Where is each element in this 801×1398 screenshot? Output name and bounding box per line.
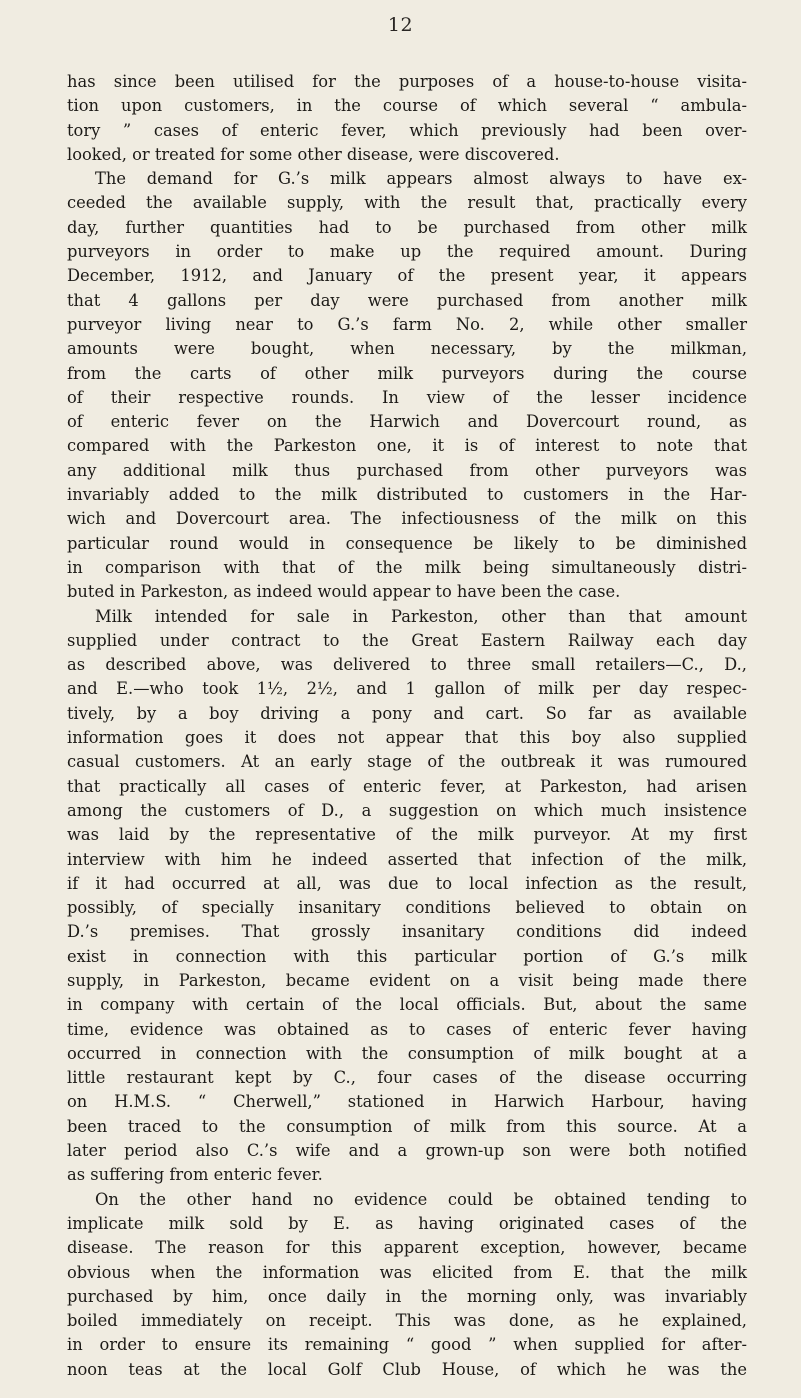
text-line: amounts were bought, when necessary, by the milkman, — [67, 339, 747, 359]
text-line: in order to ensure its remaining “ good ” when supplied for after- — [67, 1335, 747, 1355]
text-line: buted in Parkeston, as indeed would appear to have been the case. — [67, 582, 621, 602]
text-line: as suffering from enteric fever. — [67, 1165, 323, 1185]
text-line: tively, by a boy driving a pony and cart. So far as available — [67, 703, 747, 723]
text-line: disease. The reason for this apparent exception, however, became — [67, 1238, 747, 1258]
text-line: has since been utilised for the purposes of a house-to-house visita- — [67, 72, 747, 91]
text-line: Milk intended for sale in Parkeston, other than that amount — [95, 606, 747, 626]
text-line: supply, in Parkeston, became evident on a visit being made there — [67, 970, 747, 990]
text-line: particular round would in consequence be likely to be diminished — [67, 533, 747, 553]
text-line: was laid by the representative of the milk purveyor. At my first — [67, 825, 747, 845]
text-line: purchased by him, once daily in the morning only, was invariably — [67, 1286, 747, 1306]
text-line: The demand for G.’s milk appears almost always to have ex- — [95, 169, 747, 189]
text-line: implicate milk sold by E. as having originated cases of the — [67, 1213, 747, 1233]
text-line: obvious when the information was elicited from E. that the milk — [67, 1262, 747, 1282]
page-number: 12 — [387, 14, 414, 36]
text-line: On the other hand no evidence could be obtained tending to — [95, 1189, 747, 1209]
text-line: invariably added to the milk distributed to customers in the Har- — [67, 485, 747, 505]
text-line: information goes it does not appear that this boy also supplied — [67, 728, 747, 748]
text-line: any additional milk thus purchased from other purveyors was — [67, 460, 747, 480]
text-line: interview with him he indeed asserted that infection of the milk, — [67, 849, 747, 869]
text-line: casual customers. At an early stage of the outbreak it was rumoured — [67, 752, 747, 772]
text-line: of their respective rounds. In view of the lesser incidence — [67, 387, 747, 407]
text-line: from the carts of other milk purveyors during the course — [67, 363, 747, 383]
text-line: looked, or treated for some other disease, were discovered. — [67, 144, 560, 164]
text-line: in company with certain of the local officials. But, about the same — [67, 995, 747, 1015]
text-line: in comparison with that of the milk being simultaneously distri- — [67, 557, 747, 577]
text-line: exist in connection with this particular portion of G.’s milk — [67, 946, 747, 966]
text-line: noon teas at the local Golf Club House, of which he was the — [67, 1359, 747, 1379]
text-line: of enteric fever on the Harwich and Dovercourt round, as — [67, 412, 747, 432]
text-line: day, further quantities had to be purchased from other milk — [67, 217, 747, 237]
text-line: tion upon customers, in the course of which several “ ambula- — [67, 96, 747, 116]
text-line: purveyor living near to G.’s farm No. 2, while other smaller — [67, 314, 747, 334]
text-line: and E.—who took 1½, 2½, and 1 gallon of milk per day respec- — [67, 679, 747, 699]
text-line: compared with the Parkeston one, it is of interest to note that — [67, 436, 747, 456]
text-line: boiled immediately on receipt. This was done, as he explained, — [67, 1311, 747, 1331]
text-line: occurred in connection with the consumption of milk bought at a — [67, 1043, 747, 1063]
text-line: tory ” cases of enteric fever, which previously had been over- — [67, 120, 747, 140]
text-line: been traced to the consumption of milk from this source. At a — [67, 1116, 747, 1136]
text-line: later period also C.’s wife and a grown-up son were both notified — [67, 1141, 747, 1161]
text-line: D.’s premises. That grossly insanitary conditions did indeed — [67, 922, 747, 942]
text-line: that 4 gallons per day were purchased from another milk — [67, 290, 747, 310]
text-line: wich and Dovercourt area. The infectiousness of the milk on this — [67, 509, 747, 529]
text-line: on H.M.S. “ Cherwell,” stationed in Harwich Harbour, having — [67, 1092, 747, 1112]
text-line: among the customers of D., a suggestion on which much insistence — [67, 800, 747, 820]
text-line: as described above, was delivered to three small retailers—C., D., — [67, 655, 747, 675]
body-text — [67, 70, 747, 1382]
text-line: that practically all cases of enteric fever, at Parkeston, had arisen — [67, 776, 747, 796]
text-line: if it had occurred at all, was due to local infection as the result, — [67, 873, 747, 893]
text-line: time, evidence was obtained as to cases of enteric fever having — [67, 1019, 747, 1039]
text-line: ceeded the available supply, with the result that, practically every — [67, 193, 747, 213]
text-line: little restaurant kept by C., four cases of the disease occurring — [67, 1068, 747, 1088]
text-line: purveyors in order to make up the required amount. During — [67, 242, 747, 262]
text-line: possibly, of specially insanitary conditions believed to obtain on — [67, 898, 747, 918]
text-line: December, 1912, and January of the present year, it appears — [67, 266, 747, 286]
text-line: supplied under contract to the Great Eastern Railway each day — [67, 630, 747, 650]
